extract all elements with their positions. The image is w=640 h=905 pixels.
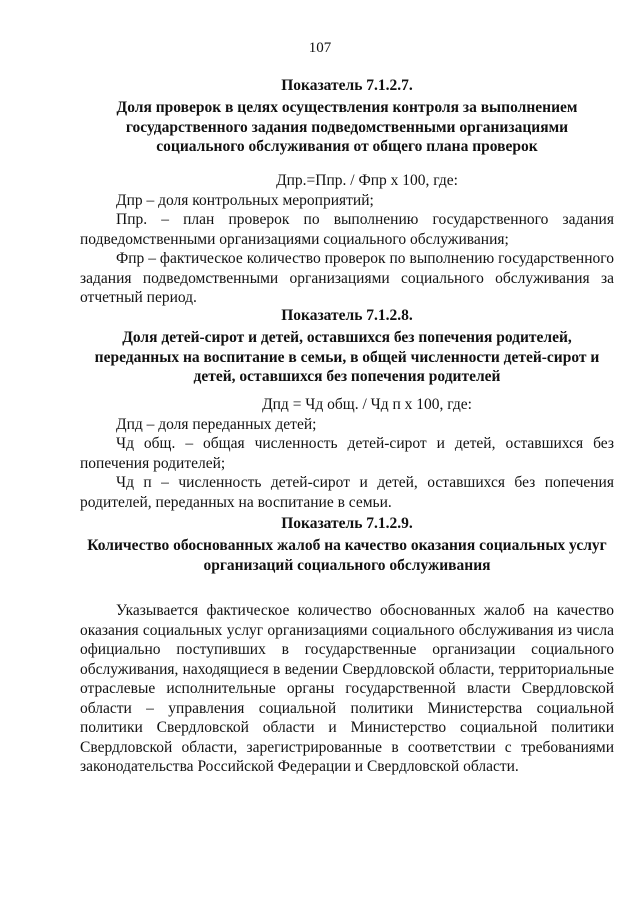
section-title: Показатель 7.1.2.9.: [281, 515, 413, 532]
definition-paragraph: Ппр. – план проверок по выполнению государственного задания подведомственными организациями социального обслуживания;: [80, 211, 614, 248]
indicator-section-7-1-2-7: [80, 76, 614, 308]
section-subtitle: Доля проверок в целях осуществления контроля за выполнением государственного задания подведомственными организациями социального обслуживания от общего плана проверок: [116, 99, 578, 155]
section-subtitle: Количество обоснованных жалоб на качество оказания социальных услуг организаций социального обслуживания: [87, 537, 607, 574]
section-body: [80, 601, 614, 777]
definition-paragraph: Дпр – доля контрольных мероприятий;: [116, 191, 374, 209]
formula: Дпд = Чд общ. / Чд п х 100, где:: [262, 395, 472, 413]
page-number: 107: [308, 40, 332, 56]
section-title: Показатель 7.1.2.7.: [281, 77, 413, 94]
formula: Дпр.=Ппр. / Фпр х 100, где:: [276, 171, 458, 189]
definition-paragraph: Фпр – фактическое количество проверок по выполнению государственного задания подведомственными организациями социального обслуживания за отчетный период.: [80, 250, 614, 306]
indicator-section-7-1-2-9: [80, 514, 614, 777]
indicator-section-7-1-2-8: [80, 306, 614, 512]
body-paragraph: Указывается фактическое количество обоснованных жалоб на качество оказания социальных услуг организациями социального обслуживания из числа официально поступивших в государственные организации социального обслуживания, находящиеся в ведении Свердловской области, территориальные отраслевые исполнительные органы государственной власти Свердловской области – управления социальной политики Министерства социальной политики Свердловской области и Министерство социальной политики Свердловской области, зарегистрированные в соответствии с требованиями законодательства Российской Федерации и Свердловской области.: [80, 602, 614, 775]
definition-paragraph: Дпд – доля переданных детей;: [116, 415, 317, 433]
definition-paragraph: Чд п – численность детей-сирот и детей, оставшихся без попечения родителей, переданных на воспитание в семьи.: [80, 474, 614, 511]
section-title: Показатель 7.1.2.8.: [281, 307, 413, 324]
definition-paragraph: Чд общ. – общая численность детей-сирот и детей, оставшихся без попечения родителей;: [80, 435, 614, 472]
section-subtitle: Доля детей-сирот и детей, оставшихся без попечения родителей, переданных на воспитание в семьи, в общей численности детей-сирот и детей, оставшихся без попечения родителей: [94, 329, 600, 385]
